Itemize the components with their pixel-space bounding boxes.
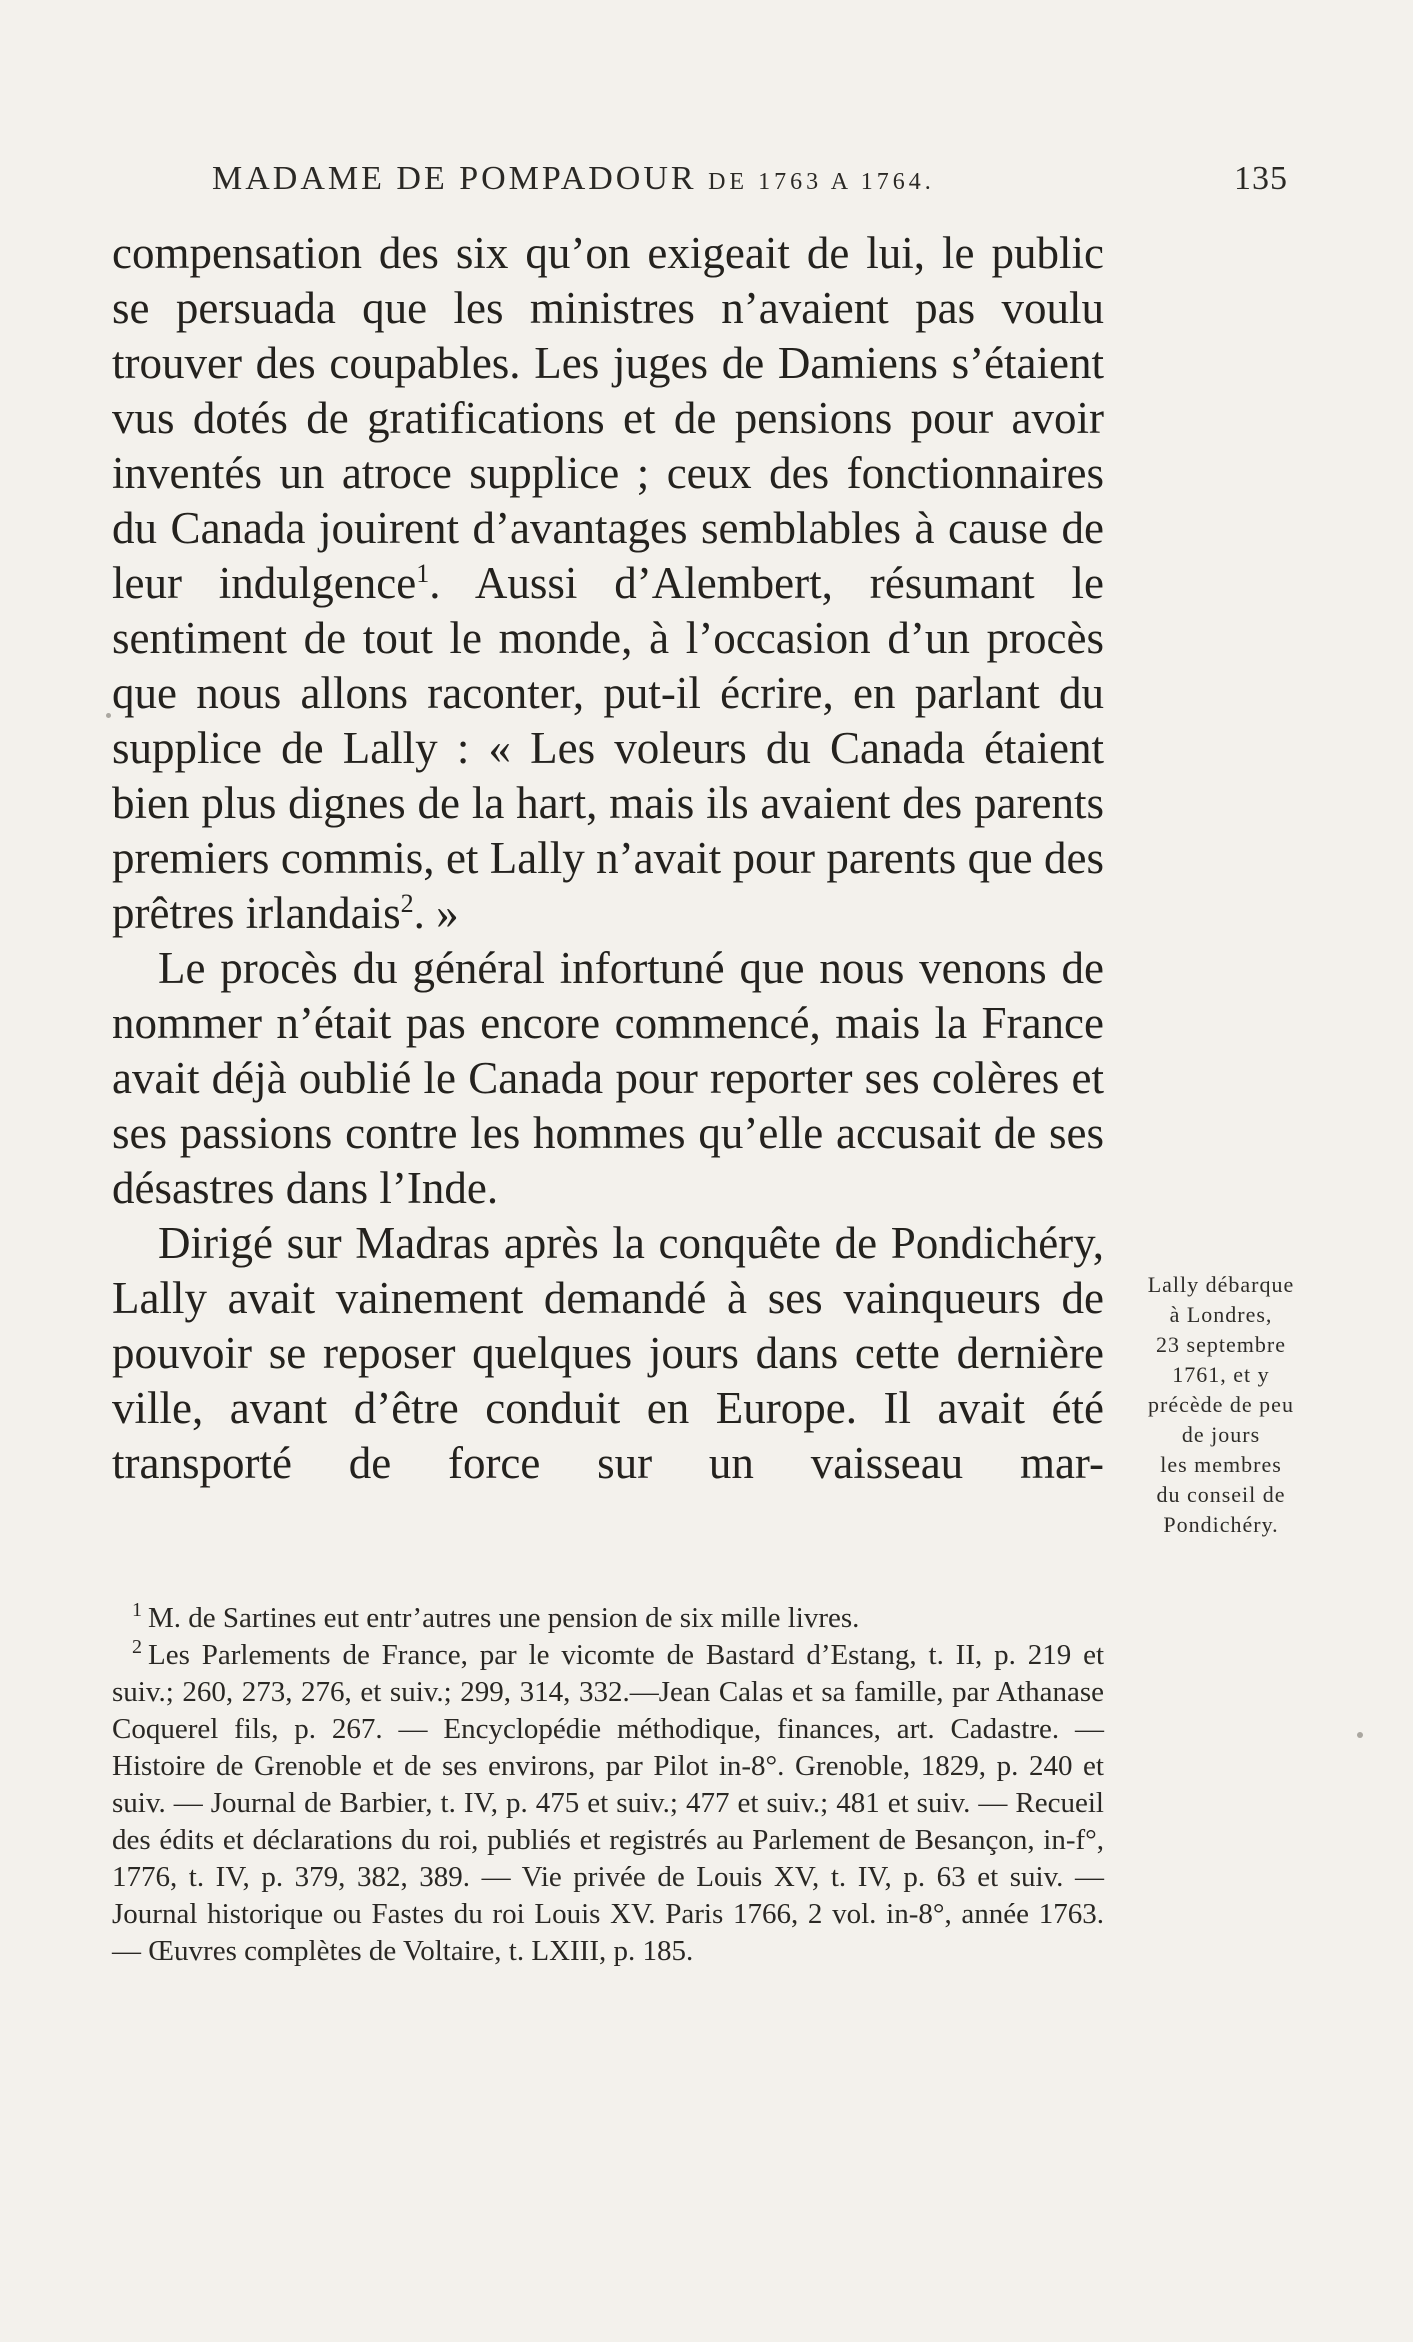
paragraph-1-text-a: compensation des six qu’on exigeait de lui, le public se persuada que les ministres n’avaient pas voulu trouver des coupables. Les juges de Damiens s’étaient vus dotés de gratifications et de pensions pour avoir inventés un atroce supplice ; ceux des fonctionnaires du Canada jouirent d’avantages semblables à cause de leur indulgence	[112, 228, 1104, 608]
margin-note-line: de jours	[1181, 1422, 1261, 1447]
footnote-2	[112, 1637, 1104, 1970]
margin-note	[1114, 1270, 1328, 1540]
paragraph-1-text-c: . »	[413, 888, 459, 938]
margin-note-line: du conseil de	[1156, 1482, 1286, 1507]
footnote-2-text: Les Parlements de France, par le vicomte de Bastard d’Estang, t. II, p. 219 et suiv.; 260, 273, 276, et suiv.; 299, 314, 332.—Jean Calas et sa famille, par Athanase Coquerel fils, p. 267. — Encyclopédie méthodique, finances, art. Cadastre. — Histoire de Grenoble et de ses environs, par Pilot in-8°. Grenoble, 1829, p. 240 et suiv. — Journal de Barbier, t. IV, p. 475 et suiv.; 477 et suiv.; 481 et suiv. — Recueil des édits et déclarations du roi, publiés et registrés au Parlement de Besançon, in-f°, 1776, t. IV, p. 379, 382, 389. — Vie privée de Louis XV, t. IV, p. 63 et suiv. — Journal historique ou Fastes du roi Louis XV. Paris 1766, 2 vol. in-8°, année 1763. — Œuvres complètes de Voltaire, t. LXIII, p. 185.	[112, 1639, 1104, 1967]
main-text	[112, 226, 1104, 1491]
paragraph-1-text-b: . Aussi d’Alembert, résumant le sentiment de tout le monde, à l’occasion d’un procès que nous allons raconter, put-il écrire, en parlant du supplice de Lally : « Les voleurs du Canada étaient bien plus dignes de la hart, mais ils avaient des parents premiers commis, et Lally n’avait pour parents que des prêtres irlandais	[112, 558, 1104, 938]
running-head-title-main: MADAME DE POMPADOUR	[212, 160, 697, 197]
margin-note-line: Lally débarque	[1147, 1272, 1295, 1297]
margin-note-line: 23 septembre	[1156, 1332, 1286, 1357]
footnote-ref-1: 1	[416, 559, 430, 588]
paragraph-3: Dirigé sur Madras après la conquête de Pondichéry, Lally avait vainement demandé à ses vainqueurs de pouvoir se reposer quelques jours dans cette dernière ville, avant d’être conduit en Europe. Il avait été transporté de force sur un vaisseau mar-	[112, 1218, 1104, 1488]
footnote-ref-2: 2	[400, 889, 414, 918]
paper-speck	[106, 713, 111, 718]
running-head-title-dates: DE 1763 A 1764.	[708, 169, 935, 195]
footnote-1	[112, 1600, 1104, 1637]
paragraph-1	[112, 226, 1104, 941]
footnotes	[112, 1600, 1104, 1970]
margin-note-line: précède de peu	[1148, 1392, 1294, 1417]
paragraph-2: Le procès du général infortuné que nous venons de nommer n’était pas encore commencé, mais la France avait déjà oublié le Canada pour reporter ses colères et ses passions contre les hommes qu’elle accusait de ses désastres dans l’Inde.	[112, 943, 1104, 1213]
running-head-title	[212, 160, 935, 198]
running-head	[212, 160, 1288, 208]
paper-speck	[1357, 1732, 1363, 1738]
footnote-1-mark: 1	[132, 1599, 142, 1622]
margin-note-line: 1761, et y	[1172, 1362, 1270, 1387]
footnote-2-mark: 2	[132, 1636, 142, 1659]
margin-note-line: les membres	[1160, 1452, 1282, 1477]
margin-note-line: Pondichéry.	[1163, 1512, 1279, 1537]
page-number: 135	[1234, 160, 1288, 197]
footnote-1-text: M. de Sartines eut entr’autres une pension de six mille livres.	[148, 1602, 860, 1634]
margin-note-line: à Londres,	[1169, 1302, 1273, 1327]
